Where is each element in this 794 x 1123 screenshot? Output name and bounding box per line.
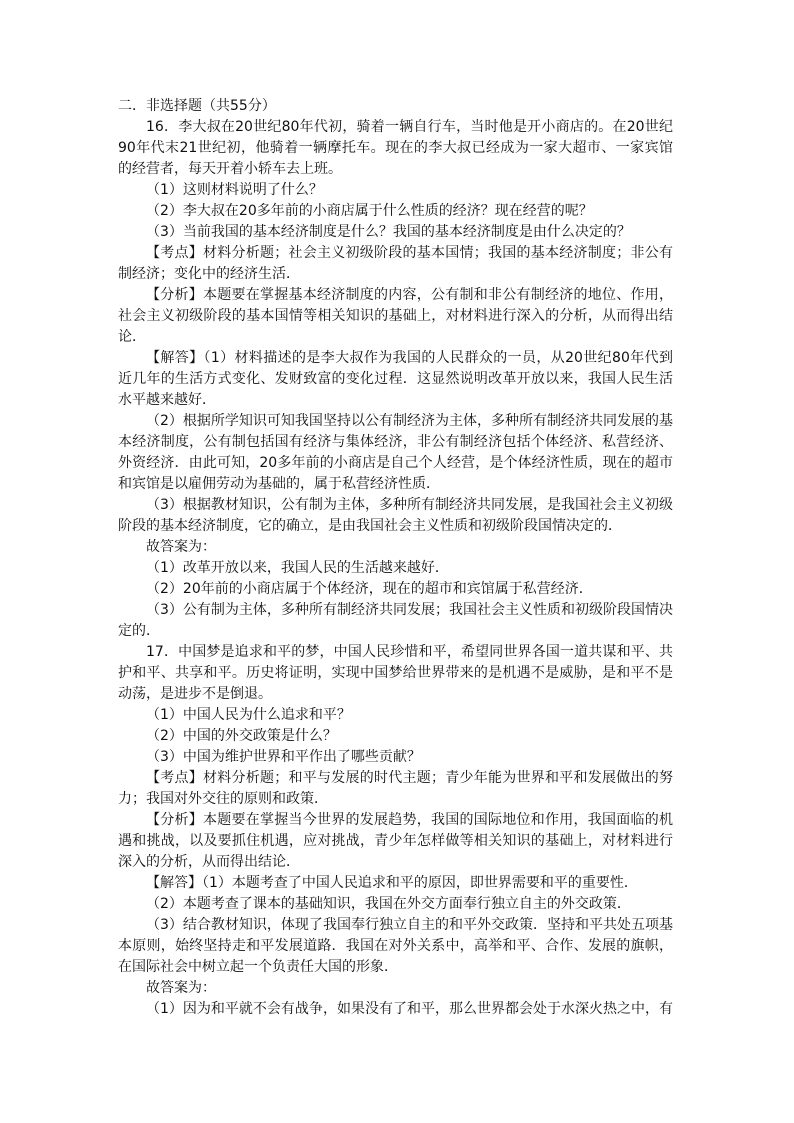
text-line: 社会主义初级阶段的基本国情等相关知识的基础上，对材料进行深入的分析，从而得出结 xyxy=(118,308,673,324)
text-line: 【分析】本题要在掌握当今世界的发展趋势，我国的国际地位和作用，我国面临的机 xyxy=(146,812,673,828)
text-line: 定的． xyxy=(118,623,160,639)
text-line: 【考点】材料分析题；社会主义初级阶段的基本国情；我国的基本经济制度；非公有 xyxy=(146,245,673,261)
text-line: （2）李大叔在20多年前的小商店属于什么性质的经济？现在经营的呢？ xyxy=(146,203,593,219)
text-line: 力；我国对外交往的原则和政策． xyxy=(118,791,328,807)
text-line: 遇和挑战，以及要抓住机遇，应对挑战，青少年怎样做等相关知识的基础上，对材料进行 xyxy=(118,833,673,849)
text-line: （3）根据教材知识，公有制为主体，多种所有制经济共同发展，是我国社会主义初级 xyxy=(146,497,673,513)
text-line: 制经济；变化中的经济生活． xyxy=(118,266,300,282)
text-line: 故答案为： xyxy=(146,980,216,996)
text-line: 外资经济．由此可知，20多年前的小商店是自己个人经营，是个体经济性质，现在的超市 xyxy=(118,455,673,471)
text-line: 动荡，是进步不是倒退。 xyxy=(118,686,272,702)
text-line: （1）这则材料说明了什么？ xyxy=(146,182,323,198)
document-body xyxy=(118,96,673,1020)
text-line: （3）中国为维护世界和平作出了哪些贡献？ xyxy=(146,749,421,765)
text-line: 和宾馆是以雇佣劳动为基础的，属于私营经济性质． xyxy=(118,476,440,492)
text-line: 深入的分析，从而得出结论． xyxy=(118,854,300,870)
text-line: （2）根据所学知识可知我国坚持以公有制经济为主体，多种所有制经济共同发展的基 xyxy=(146,413,673,429)
text-line: 论． xyxy=(118,329,146,345)
text-line: （2）20年前的小商店属于个体经济，现在的超市和宾馆属于私营经济． xyxy=(146,581,593,597)
text-line: 90年代末21世纪初，他骑着一辆摩托车。现在的李大叔已经成为一家大超市、一家宾馆 xyxy=(118,140,673,156)
text-line: （1）中国人民为什么追求和平？ xyxy=(146,707,351,723)
text-line: 近几年的生活方式变化、发财致富的变化过程．这显然说明改革开放以来，我国人民生活 xyxy=(118,371,673,387)
text-line: 【解答】（1）材料描述的是李大叔作为我国的人民群众的一员，从20世纪80年代到 xyxy=(146,350,673,366)
text-line: 【解答】（1）本题考查了中国人民追求和平的原因，即世界需要和平的重要性． xyxy=(146,875,638,891)
text-line: 本原则，始终坚持走和平发展道路．我国在对外关系中，高举和平、合作、发展的旗帜， xyxy=(118,938,673,954)
text-line: 17．中国梦是追求和平的梦，中国人民珍惜和平，希望同世界各国一道共谋和平、共 xyxy=(146,644,673,660)
text-line: （3）结合教材知识，体现了我国奉行独立自主的和平外交政策．坚持和平共处五项基 xyxy=(146,917,673,933)
text-line: 的经营者，每天开着小轿车去上班。 xyxy=(118,161,342,177)
text-line: （3）当前我国的基本经济制度是什么？我国的基本经济制度是由什么决定的？ xyxy=(146,224,631,240)
text-line: （2）本题考查了课本的基础知识，我国在外交方面奉行独立自主的外交政策． xyxy=(146,896,631,912)
text-line: （1）改革开放以来，我国人民的生活越来越好． xyxy=(146,560,449,576)
text-line: 【考点】材料分析题；和平与发展的时代主题；青少年能为世界和平和发展做出的努 xyxy=(146,770,673,786)
text-line: 在国际社会中树立起一个负责任大国的形象． xyxy=(118,959,398,975)
text-line: 故答案为： xyxy=(146,539,216,555)
text-line: （1）因为和平就不会有战争，如果没有了和平，那么世界都会处于水深火热之中，有 xyxy=(146,1001,673,1017)
section-heading: 二．非选择题（共55分） xyxy=(118,98,276,114)
text-line: 水平越来越好． xyxy=(118,392,216,408)
text-line: （2）中国的外交政策是什么？ xyxy=(146,728,337,744)
text-line: 16．李大叔在20世纪80年代初，骑着一辆自行车，当时他是开小商店的。在20世纪 xyxy=(146,119,673,135)
text-line: 【分析】本题要在掌握基本经济制度的内容，公有制和非公有制经济的地位、作用， xyxy=(146,287,673,303)
text-line: 阶段的基本经济制度，它的确立，是由我国社会主义性质和初级阶段国情决定的． xyxy=(118,518,622,534)
text-line: 本经济制度，公有制包括国有经济与集体经济，非公有制经济包括个体经济、私营经济、 xyxy=(118,434,673,450)
text-line: （3）公有制为主体，多种所有制经济共同发展；我国社会主义性质和初级阶段国情决 xyxy=(146,602,673,618)
text-line: 护和平、共享和平。历史将证明，实现中国梦给世界带来的是机遇不是威胁，是和平不是 xyxy=(118,665,673,681)
